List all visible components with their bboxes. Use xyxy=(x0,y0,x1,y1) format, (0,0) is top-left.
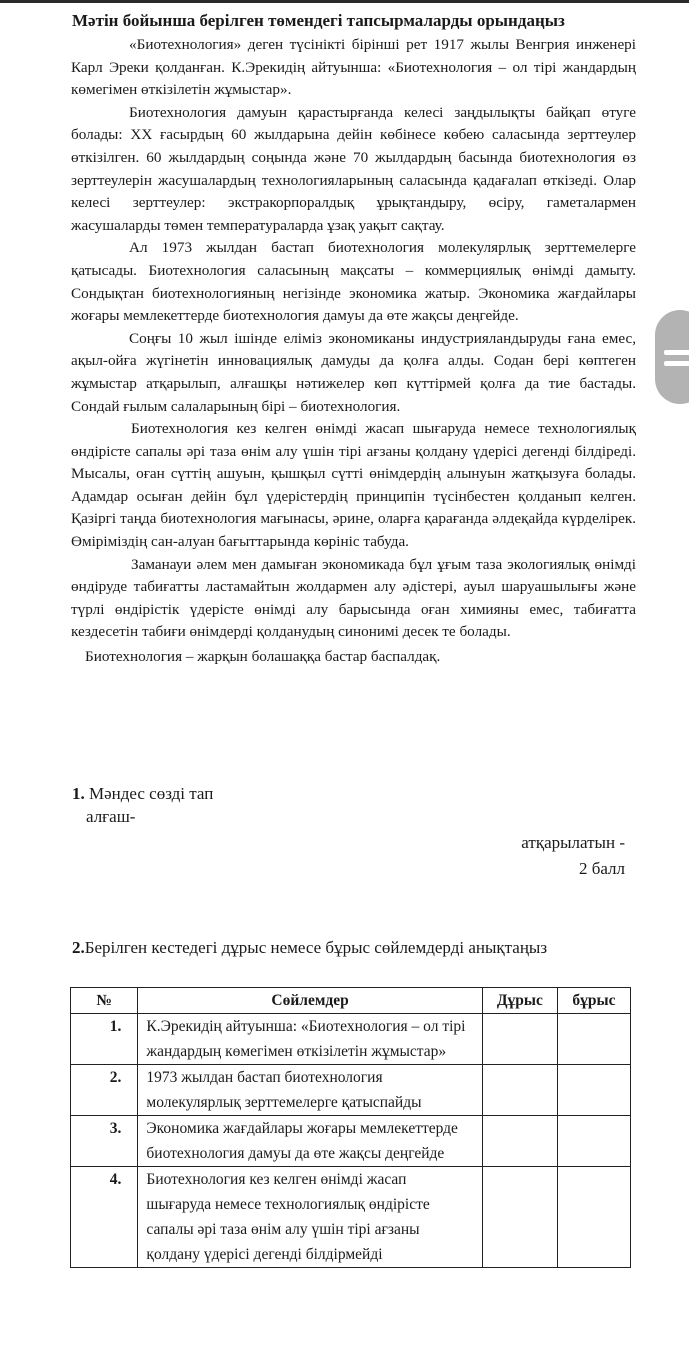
row-sentence: Экономика жағдайлары жоғары мемлекеттерде биотехнология дамуы да өте жақсы деңгейде xyxy=(138,1116,482,1167)
question-1 xyxy=(72,783,213,805)
grip-line-icon xyxy=(664,361,689,366)
question-1-text: Мәндес сөзді тап xyxy=(84,784,214,803)
row-sentence: К.Эрекидің айтуынша: «Биотехнология – ол тірі жандардың көмегімен өткізілетін жұмыстар» xyxy=(138,1014,482,1065)
row-sentence: Биотехнология кез келген өнімді жасап шығаруда немесе технологиялық өндірісте сапалы әрі таза өнім алу үшін тірі ағзаны қолдану үдерісі дегенді білдірмейді xyxy=(138,1167,482,1268)
question-2-text: Берілген кестедегі дұрыс немесе бұрыс сөйлемдерді анықтаңыз xyxy=(84,938,548,957)
page-title: Мәтін бойынша берілген төмендегі тапсырмаларды орындаңыз xyxy=(72,11,565,30)
table-header-row xyxy=(71,988,631,1014)
table-row xyxy=(71,1014,631,1065)
table-row xyxy=(71,1167,631,1268)
correct-cell[interactable] xyxy=(482,1167,557,1268)
row-number: 2. xyxy=(71,1065,138,1116)
scroll-handle[interactable] xyxy=(655,310,689,404)
question-1-points: 2 балл xyxy=(578,859,625,878)
paragraph-4: Соңғы 10 жыл ішінде еліміз экономиканы индустрияландыруды ғана емес, ақыл-ойға жүгінетін инновациялық дамуды да қолға алды. Содан бері көптеген жұмыстар атқарылып, алғашқы нәтижелер көп күттірмей қолға да тие бастады. Сондай ғылым салаларының бірі – биотехнология. xyxy=(71,329,636,415)
correct-cell[interactable] xyxy=(482,1116,557,1167)
reading-text xyxy=(71,34,636,669)
paragraph-6: Заманауи әлем мен дамыған экономикада бұл ұғым таза экологиялық өнімді өндіруде табиғатты ластамайтын жолдармен алу әдістері, ауыл шаруашылығы және түрлі өндірістік үдерісте өнімді алу барысында оған химияны емес, табиғатта кездесетін табиғи өнімдерді қолданудың синонимі десек те болады. xyxy=(71,555,636,641)
wrong-cell[interactable] xyxy=(557,1167,630,1268)
question-1-number: 1. xyxy=(72,784,85,803)
question-2 xyxy=(72,937,547,959)
row-sentence: 1973 жылдан бастап биотехнология молекулярлық зерттемелерге қатыспайды xyxy=(138,1065,482,1116)
correct-cell[interactable] xyxy=(482,1014,557,1065)
paragraph-2: Биотехнология дамуын қарастырғанда келесі заңдылықты байқап өтуге болады: ХХ ғасырдың 60 жылдарына дейін көбінесе көбею саласында зерттеулер өткізілген. 60 жылдардың соңында және 70 жылдардың басында биотехнология өз зерттеулерін жасушалардың технологияларының саласында қадағалап өткізеді. Олар келесі зерттеулер: экстракорпоралдық ұрықтандыру, өсіру, гаметалармен жасушаларды төмен температураларда ұзақ уақыт сақтау. xyxy=(71,103,636,234)
row-number: 3. xyxy=(71,1116,138,1167)
paragraph-3: Ал 1973 жылдан бастап биотехнология молекулярлық зерттемелерге қатысады. Биотехнология саласының мақсаты – коммерциялық өнімді дамыту. Сондықтан биотехнологияның негізінде экономика жатыр. Экономика жағдайлары жоғары мемлекеттерде биотехнология дамуы да өте жақсы деңгейде. xyxy=(71,239,636,325)
wrong-cell[interactable] xyxy=(557,1014,630,1065)
header-sentences: Сөйлемдер xyxy=(138,988,482,1014)
header-wrong: бұрыс xyxy=(557,988,630,1014)
header-number: № xyxy=(71,988,138,1014)
paragraph-1: «Биотехнология» деген түсінікті бірінші рет 1917 жылы Венгрия инженері Карл Эреки қолданған. К.Эрекидің айтуынша: «Биотехнология – ол тірі жандардың көмегімен өткізілетін жұмыстар». xyxy=(71,36,636,99)
table-row xyxy=(71,1116,631,1167)
question-2-number: 2. xyxy=(72,938,85,957)
wrong-cell[interactable] xyxy=(557,1065,630,1116)
question-1-word-1: алғаш- xyxy=(86,807,136,826)
question-1-word-2: атқарылатын - xyxy=(521,833,625,852)
top-border xyxy=(0,0,689,3)
row-number: 4. xyxy=(71,1167,138,1268)
table-row xyxy=(71,1065,631,1116)
true-false-table xyxy=(70,987,631,1268)
grip-line-icon xyxy=(664,350,689,355)
paragraph-7: Биотехнология – жарқын болашаққа бастар баспалдақ. xyxy=(85,648,441,666)
paragraph-5: Биотехнология кез келген өнімді жасап шығаруда немесе технологиялық өндірісте сапалы әрі таза өнім алу үшін тірі ағзаны қолдану үдерісі дегенді білдіреді. Мысалы, оған сүттің ашуын, қышқыл сүтті өнімдердің алынуын жатқызуға болады. Адамдар осыған дейін бұл үдерістердің принципін түсінбестен қолданып келген. Қазіргі таңда биотехнология мағынасы, әрине, оларға қарағанда әлдеқайда күрделірек. Өміріміздің сан-алуан бағыттарында көрініс табуда. xyxy=(71,420,636,551)
correct-cell[interactable] xyxy=(482,1065,557,1116)
wrong-cell[interactable] xyxy=(557,1116,630,1167)
row-number: 1. xyxy=(71,1014,138,1065)
header-correct: Дұрыс xyxy=(482,988,557,1014)
